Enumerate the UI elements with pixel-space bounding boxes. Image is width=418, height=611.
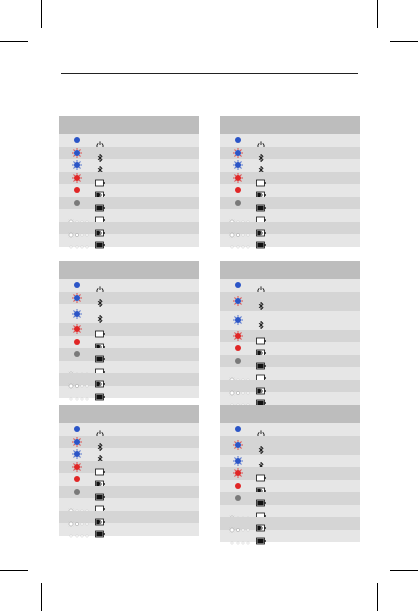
blue-led-blink-icon xyxy=(234,161,242,169)
table-row xyxy=(220,330,360,343)
table-row xyxy=(59,486,199,499)
battery-empty-icon xyxy=(95,174,105,182)
battery-charging-icon xyxy=(95,513,105,521)
led-table xyxy=(59,261,199,398)
table-row xyxy=(59,134,199,147)
table-row xyxy=(220,436,360,455)
red-blue-led-blink-icon xyxy=(234,441,242,449)
table-row xyxy=(220,505,360,518)
bluetooth-icon xyxy=(256,161,266,169)
white-led-sequence-icon xyxy=(229,370,251,376)
bluetooth-icon xyxy=(256,441,266,449)
table-row xyxy=(220,392,360,405)
bluetooth-icon xyxy=(95,294,105,302)
battery-charging-icon xyxy=(95,338,105,346)
red-blue-led-blink-icon xyxy=(73,149,81,157)
battery-full-icon xyxy=(256,532,266,540)
crop-mark xyxy=(0,570,28,571)
battery-empty-icon xyxy=(256,211,266,219)
led-table xyxy=(59,116,199,247)
blue-led-blink-icon xyxy=(73,450,81,458)
table-row xyxy=(220,279,360,292)
bluetooth-icon xyxy=(95,438,105,446)
table-row xyxy=(220,423,360,436)
white-led-sequence-icon xyxy=(229,520,251,526)
red-led-blink-icon xyxy=(234,469,242,477)
battery-charging-icon xyxy=(95,475,105,483)
power-icon xyxy=(95,281,105,289)
table-row xyxy=(220,480,360,493)
red-blue-led-blink-icon xyxy=(234,149,242,157)
white-led-sequence-icon xyxy=(229,508,251,514)
battery-charging-icon xyxy=(95,375,105,383)
header-rule xyxy=(61,73,358,74)
battery-empty-icon xyxy=(256,369,266,377)
red-led-icon xyxy=(73,338,81,346)
red-led-blink-icon xyxy=(234,332,242,340)
battery-full-icon xyxy=(256,236,266,244)
power-icon xyxy=(256,136,266,144)
table-row xyxy=(220,147,360,160)
white-led-sequence-icon xyxy=(229,225,251,231)
table-row xyxy=(59,234,199,247)
table-row xyxy=(59,304,199,323)
table-row xyxy=(59,159,199,172)
white-led-dots-icon xyxy=(68,389,90,395)
battery-empty-icon xyxy=(256,332,266,340)
battery-charging-icon xyxy=(256,382,266,390)
battery-full-icon xyxy=(95,350,105,358)
battery-full-icon xyxy=(95,525,105,533)
white-led-sequence-icon xyxy=(68,225,90,231)
led-off-icon xyxy=(73,199,81,207)
table-row xyxy=(59,292,199,305)
table-row xyxy=(220,134,360,147)
led-table xyxy=(220,116,360,247)
white-led-sequence-icon xyxy=(229,212,251,218)
table-row xyxy=(220,367,360,380)
table-row xyxy=(220,311,360,330)
table-row xyxy=(220,184,360,197)
red-led-blink-icon xyxy=(234,174,242,182)
table-row xyxy=(59,386,199,399)
battery-empty-icon xyxy=(95,325,105,333)
power-icon xyxy=(256,425,266,433)
led-off-icon xyxy=(73,350,81,358)
bluetooth-icon xyxy=(95,161,105,169)
battery-empty-icon xyxy=(95,211,105,219)
crop-mark xyxy=(377,583,378,611)
table-row xyxy=(220,530,360,543)
crop-mark xyxy=(390,570,418,571)
battery-charging-icon xyxy=(256,224,266,232)
table-row xyxy=(59,361,199,374)
table-row xyxy=(59,147,199,160)
table-row xyxy=(220,292,360,311)
white-led-sequence-icon xyxy=(68,212,90,218)
table-row xyxy=(59,473,199,486)
blue-led-icon xyxy=(234,281,242,289)
crop-mark xyxy=(41,583,42,611)
battery-empty-icon xyxy=(95,463,105,471)
led-off-icon xyxy=(234,494,242,502)
battery-empty-icon xyxy=(256,507,266,515)
table-row xyxy=(220,355,360,368)
table-row xyxy=(220,234,360,247)
table-header xyxy=(220,116,360,134)
blue-led-icon xyxy=(73,281,81,289)
crop-mark xyxy=(0,41,28,42)
white-led-dots-icon xyxy=(229,533,251,539)
crop-mark xyxy=(41,0,42,28)
red-blue-led-blink-icon xyxy=(73,438,81,446)
led-off-icon xyxy=(234,199,242,207)
red-led-icon xyxy=(73,475,81,483)
white-led-sequence-icon xyxy=(68,514,90,520)
table-row xyxy=(220,222,360,235)
battery-charging-icon xyxy=(95,186,105,194)
table-row xyxy=(220,455,360,468)
bluetooth-icon xyxy=(95,310,105,318)
table-row xyxy=(59,523,199,536)
table-row xyxy=(59,461,199,474)
crop-mark xyxy=(377,0,378,28)
battery-charging-icon xyxy=(256,482,266,490)
table-header xyxy=(59,405,199,423)
table-row xyxy=(59,436,199,449)
white-led-sequence-icon xyxy=(68,364,90,370)
table-row xyxy=(59,336,199,349)
table-header xyxy=(59,116,199,134)
table-row xyxy=(220,159,360,172)
battery-full-icon xyxy=(95,388,105,396)
white-led-sequence-icon xyxy=(229,383,251,389)
table-row xyxy=(220,209,360,222)
table-row xyxy=(59,172,199,185)
battery-charging-icon xyxy=(256,186,266,194)
table-row xyxy=(220,517,360,530)
power-icon xyxy=(95,136,105,144)
red-led-blink-icon xyxy=(73,463,81,471)
bluetooth-icon xyxy=(256,149,266,157)
red-led-blink-icon xyxy=(73,174,81,182)
table-row xyxy=(220,172,360,185)
battery-full-icon xyxy=(256,394,266,402)
red-led-blink-icon xyxy=(73,325,81,333)
table-row xyxy=(59,511,199,524)
power-icon xyxy=(256,281,266,289)
led-table xyxy=(220,261,360,405)
battery-empty-icon xyxy=(256,174,266,182)
table-row xyxy=(59,498,199,511)
table-row xyxy=(59,197,199,210)
table-row xyxy=(59,222,199,235)
bluetooth-icon xyxy=(256,316,266,324)
blue-led-icon xyxy=(234,136,242,144)
table-row xyxy=(220,380,360,393)
battery-full-icon xyxy=(95,236,105,244)
battery-charging-icon xyxy=(95,224,105,232)
battery-full-icon xyxy=(95,488,105,496)
battery-charging-icon xyxy=(256,519,266,527)
bluetooth-icon xyxy=(256,457,266,465)
table-header xyxy=(59,261,199,279)
table-row xyxy=(59,373,199,386)
crop-mark xyxy=(390,41,418,42)
white-led-dots-icon xyxy=(68,237,90,243)
battery-empty-icon xyxy=(256,469,266,477)
table-row xyxy=(59,323,199,336)
table-row xyxy=(220,342,360,355)
table-row xyxy=(59,184,199,197)
table-row xyxy=(59,279,199,292)
battery-full-icon xyxy=(95,199,105,207)
blue-led-blink-icon xyxy=(73,161,81,169)
blue-led-blink-icon xyxy=(234,457,242,465)
white-led-dots-icon xyxy=(68,526,90,532)
red-blue-led-blink-icon xyxy=(234,297,242,305)
table-row xyxy=(59,348,199,361)
power-icon xyxy=(95,425,105,433)
blue-led-icon xyxy=(73,425,81,433)
led-off-icon xyxy=(73,488,81,496)
blue-led-icon xyxy=(234,425,242,433)
white-led-dots-icon xyxy=(229,395,251,401)
blue-led-blink-icon xyxy=(234,316,242,324)
battery-full-icon xyxy=(256,199,266,207)
red-blue-led-blink-icon xyxy=(73,294,81,302)
table-row xyxy=(220,492,360,505)
table-row xyxy=(220,197,360,210)
table-row xyxy=(59,423,199,436)
blue-led-blink-icon xyxy=(73,310,81,318)
white-led-sequence-icon xyxy=(68,501,90,507)
white-led-dots-icon xyxy=(229,237,251,243)
battery-full-icon xyxy=(256,494,266,502)
white-led-sequence-icon xyxy=(68,376,90,382)
bluetooth-icon xyxy=(95,450,105,458)
table-header xyxy=(220,261,360,279)
bluetooth-icon xyxy=(256,297,266,305)
red-led-icon xyxy=(234,482,242,490)
table-row xyxy=(59,209,199,222)
led-table xyxy=(220,405,360,542)
blue-led-icon xyxy=(73,136,81,144)
battery-full-icon xyxy=(256,357,266,365)
red-led-icon xyxy=(234,344,242,352)
red-led-icon xyxy=(234,186,242,194)
bluetooth-icon xyxy=(95,149,105,157)
table-row xyxy=(59,448,199,461)
led-off-icon xyxy=(234,357,242,365)
battery-empty-icon xyxy=(95,500,105,508)
battery-charging-icon xyxy=(256,344,266,352)
battery-empty-icon xyxy=(95,363,105,371)
table-header xyxy=(220,405,360,423)
table-row xyxy=(220,467,360,480)
led-table xyxy=(59,405,199,536)
red-led-icon xyxy=(73,186,81,194)
